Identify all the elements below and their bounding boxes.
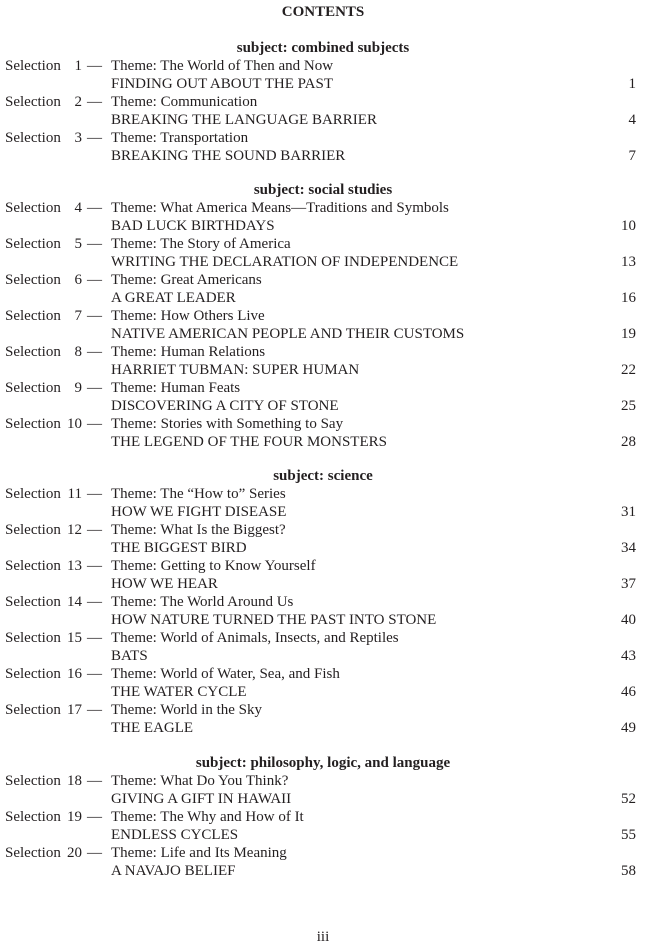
theme-title: Theme: Transportation	[111, 130, 249, 146]
theme-title: Theme: The World Around Us	[111, 594, 294, 610]
selection-theme-row	[0, 129, 646, 147]
selection-number: 9	[74, 380, 82, 396]
selection-theme-row	[0, 521, 646, 539]
story-title: HOW WE FIGHT DISEASE	[111, 504, 287, 520]
selection-label: Selection	[5, 308, 61, 324]
em-dash: —	[87, 558, 102, 574]
em-dash: —	[87, 845, 102, 861]
theme-title: Theme: What Do You Think?	[111, 773, 289, 789]
selection-number: 17	[67, 702, 82, 718]
section-heading: subject: social studies	[253, 182, 393, 198]
theme-title: Theme: What America Means—Traditions and Symbols	[111, 200, 449, 216]
theme-title: Theme: Life and Its Meaning	[111, 845, 287, 861]
em-dash: —	[87, 702, 102, 718]
theme-title: Theme: How Others Live	[111, 308, 265, 324]
story-title: NATIVE AMERICAN PEOPLE AND THEIR CUSTOMS	[111, 326, 465, 342]
page-number: 25	[621, 398, 636, 414]
selection-number: 3	[74, 130, 82, 146]
story-title: BREAKING THE LANGUAGE BARRIER	[111, 112, 377, 128]
page-number: 28	[621, 434, 636, 450]
selection-label: Selection	[5, 380, 61, 396]
story-title: THE LEGEND OF THE FOUR MONSTERS	[111, 434, 387, 450]
story-title: FINDING OUT ABOUT THE PAST	[111, 76, 333, 92]
em-dash: —	[87, 773, 102, 789]
selection-label: Selection	[5, 58, 61, 74]
theme-title: Theme: Human Feats	[111, 380, 241, 396]
selection-theme-row	[0, 343, 646, 361]
selection-label: Selection	[5, 416, 61, 432]
selection-number: 16	[67, 666, 82, 682]
page-number: 16	[621, 290, 636, 306]
page-title: CONTENTS	[281, 4, 365, 20]
selection-label: Selection	[5, 809, 61, 825]
selection-theme-row	[0, 593, 646, 611]
section-heading: subject: science	[273, 468, 373, 484]
story-title: GIVING A GIFT IN HAWAII	[111, 791, 292, 807]
selection-number: 14	[67, 594, 82, 610]
selection-label: Selection	[5, 236, 61, 252]
em-dash: —	[87, 236, 102, 252]
story-row	[0, 611, 646, 629]
selection-theme-row	[0, 199, 646, 217]
story-title: BATS	[111, 648, 148, 664]
selection-theme-row	[0, 701, 646, 719]
selection-label: Selection	[5, 486, 61, 502]
selection-number: 15	[67, 630, 82, 646]
theme-title: Theme: Getting to Know Yourself	[111, 558, 316, 574]
story-row	[0, 433, 646, 451]
selection-label: Selection	[5, 594, 61, 610]
selection-number: 18	[67, 773, 82, 789]
story-row	[0, 719, 646, 737]
selection-label: Selection	[5, 200, 61, 216]
selection-theme-row	[0, 57, 646, 75]
page-number: 46	[621, 684, 636, 700]
selection-number: 5	[74, 236, 82, 252]
em-dash: —	[87, 200, 102, 216]
em-dash: —	[87, 809, 102, 825]
selection-label: Selection	[5, 773, 61, 789]
theme-title: Theme: World of Animals, Insects, and Reptiles	[111, 630, 399, 646]
selection-number: 13	[67, 558, 82, 574]
story-row	[0, 75, 646, 93]
selection-theme-row	[0, 808, 646, 826]
story-row	[0, 503, 646, 521]
story-row	[0, 575, 646, 593]
theme-title: Theme: Great Americans	[111, 272, 262, 288]
story-row	[0, 397, 646, 415]
selection-number: 6	[74, 272, 82, 288]
page-number: 43	[621, 648, 636, 664]
story-row	[0, 147, 646, 165]
selection-number: 8	[74, 344, 82, 360]
theme-title: Theme: The Story of America	[111, 236, 291, 252]
theme-title: Theme: What Is the Biggest?	[111, 522, 286, 538]
story-title: DISCOVERING A CITY OF STONE	[111, 398, 339, 414]
selection-theme-row	[0, 772, 646, 790]
story-row	[0, 361, 646, 379]
selection-number: 19	[67, 809, 82, 825]
story-row	[0, 826, 646, 844]
story-row	[0, 647, 646, 665]
story-row	[0, 217, 646, 235]
selection-theme-row	[0, 485, 646, 503]
selection-number: 10	[67, 416, 82, 432]
story-row	[0, 539, 646, 557]
contents-section	[0, 181, 646, 451]
selection-label: Selection	[5, 630, 61, 646]
selection-number: 1	[74, 58, 82, 74]
em-dash: —	[87, 630, 102, 646]
story-row	[0, 111, 646, 129]
selection-number: 4	[74, 200, 82, 216]
page-number: 4	[628, 112, 636, 128]
em-dash: —	[87, 94, 102, 110]
story-row	[0, 289, 646, 307]
page-number: 49	[621, 720, 636, 736]
story-title: HARRIET TUBMAN: SUPER HUMAN	[111, 362, 360, 378]
selection-label: Selection	[5, 702, 61, 718]
story-title: A NAVAJO BELIEF	[111, 863, 236, 879]
em-dash: —	[87, 666, 102, 682]
selection-label: Selection	[5, 558, 61, 574]
selection-label: Selection	[5, 130, 61, 146]
story-row	[0, 683, 646, 701]
selection-theme-row	[0, 415, 646, 433]
selection-label: Selection	[5, 522, 61, 538]
em-dash: —	[87, 344, 102, 360]
selection-number: 12	[67, 522, 82, 538]
em-dash: —	[87, 486, 102, 502]
section-heading: subject: combined subjects	[236, 40, 410, 56]
story-row	[0, 862, 646, 880]
selection-label: Selection	[5, 666, 61, 682]
story-title: THE EAGLE	[111, 720, 194, 736]
selection-label: Selection	[5, 272, 61, 288]
selection-number: 2	[74, 94, 82, 110]
em-dash: —	[87, 594, 102, 610]
contents-section	[0, 467, 646, 737]
page-number: 31	[621, 504, 636, 520]
theme-title: Theme: World in the Sky	[111, 702, 262, 718]
page-number: 34	[621, 540, 636, 556]
em-dash: —	[87, 308, 102, 324]
page-number: 19	[621, 326, 636, 342]
page-number: 10	[621, 218, 636, 234]
page-number-folio: iii	[316, 929, 330, 945]
page-number: 55	[621, 827, 636, 843]
contents-section	[0, 754, 646, 880]
selection-number: 7	[74, 308, 82, 324]
theme-title: Theme: Human Relations	[111, 344, 266, 360]
em-dash: —	[87, 416, 102, 432]
story-title: A GREAT LEADER	[111, 290, 236, 306]
theme-title: Theme: The World of Then and Now	[111, 58, 334, 74]
em-dash: —	[87, 58, 102, 74]
selection-theme-row	[0, 665, 646, 683]
em-dash: —	[87, 130, 102, 146]
contents-section	[0, 39, 646, 165]
theme-title: Theme: The “How to” Series	[111, 486, 286, 502]
em-dash: —	[87, 272, 102, 288]
selection-label: Selection	[5, 94, 61, 110]
theme-title: Theme: Stories with Something to Say	[111, 416, 344, 432]
selection-theme-row	[0, 271, 646, 289]
story-title: HOW NATURE TURNED THE PAST INTO STONE	[111, 612, 437, 628]
selection-number: 20	[67, 845, 82, 861]
selection-label: Selection	[5, 344, 61, 360]
selection-label: Selection	[5, 845, 61, 861]
story-row	[0, 790, 646, 808]
story-title: BAD LUCK BIRTHDAYS	[111, 218, 275, 234]
story-title: THE WATER CYCLE	[111, 684, 247, 700]
em-dash: —	[87, 522, 102, 538]
story-title: WRITING THE DECLARATION OF INDEPENDENCE	[111, 254, 459, 270]
story-row	[0, 325, 646, 343]
selection-number: 11	[67, 486, 82, 502]
page-number: 40	[621, 612, 636, 628]
selection-theme-row	[0, 307, 646, 325]
story-row	[0, 253, 646, 271]
selection-theme-row	[0, 235, 646, 253]
story-title: THE BIGGEST BIRD	[111, 540, 247, 556]
selection-theme-row	[0, 557, 646, 575]
page-number: 52	[621, 791, 636, 807]
selection-theme-row	[0, 379, 646, 397]
page-number: 22	[621, 362, 636, 378]
page-number: 7	[628, 148, 636, 164]
theme-title: Theme: Communication	[111, 94, 258, 110]
em-dash: —	[87, 380, 102, 396]
page-number: 1	[628, 76, 636, 92]
theme-title: Theme: World of Water, Sea, and Fish	[111, 666, 340, 682]
selection-theme-row	[0, 629, 646, 647]
section-heading: subject: philosophy, logic, and language	[195, 755, 451, 771]
selection-theme-row	[0, 844, 646, 862]
story-title: ENDLESS CYCLES	[111, 827, 239, 843]
story-title: HOW WE HEAR	[111, 576, 218, 592]
page-number: 37	[621, 576, 636, 592]
selection-theme-row	[0, 93, 646, 111]
story-title: BREAKING THE SOUND BARRIER	[111, 148, 346, 164]
page-number: 13	[621, 254, 636, 270]
theme-title: Theme: The Why and How of It	[111, 809, 304, 825]
page-number: 58	[621, 863, 636, 879]
